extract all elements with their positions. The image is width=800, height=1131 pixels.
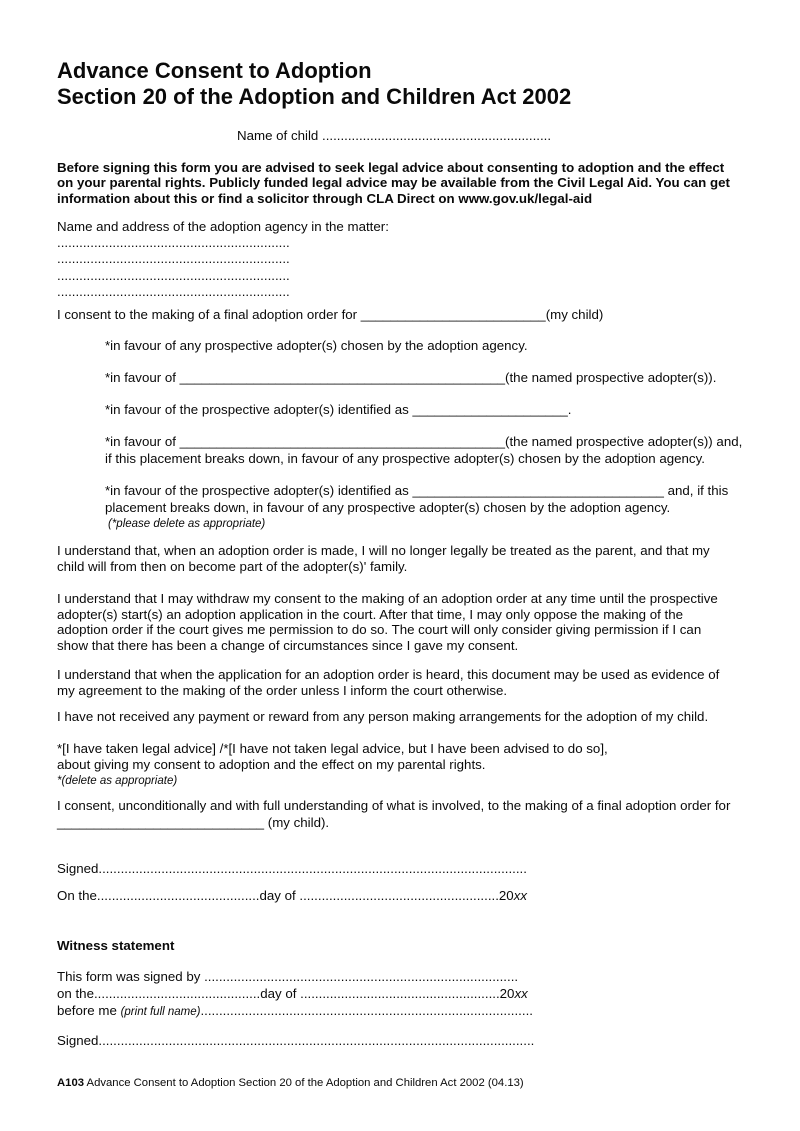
advisory-line-1: Before signing this form you are advised to seek legal advice about consenting to adoption and the effect [57,159,725,175]
delete-as-appropriate-note: (*please delete as appropriate) [108,518,266,530]
legal-advice-delete-note: *(delete as appropriate) [57,774,178,787]
understanding-paragraph-3 [57,667,747,698]
page-title [57,58,747,110]
signed-row [57,861,747,877]
option-4-line-2: if this placement breaks down, in favour of any prospective adopter(s) chosen by the adoption agency. [105,451,705,466]
advisory-paragraph [57,160,747,207]
agency-dotted-line: ............................................................... [57,234,290,250]
footer-text: Advance Consent to Adoption Section 20 of the Adoption and Children Act 2002 (04.13) [84,1077,524,1089]
option-4-blank-line: ____________________________________________ [179,434,506,449]
title-line-1: Advance Consent to Adoption [57,58,372,83]
legal-advice-line-2: about giving my consent to adoption and the effect on my parental rights. [57,756,486,772]
adoption-option-1 [105,337,747,354]
witness-on-the-label: on the [57,986,94,1001]
option-3-suffix: . [567,402,572,417]
year-placeholder: xx [513,888,527,903]
witness-year-placeholder: xx [514,986,528,1001]
child-name-dotted-line: .............................................................. [322,128,552,143]
final-consent-statement [57,797,747,831]
option-4-suffix: (the named prospective adopter(s)) and, [505,434,743,449]
witness-signature-dotted-line: ...................................................................................................................... [98,1033,535,1048]
witness-year-prefix: 20 [499,986,515,1001]
consent-statement-text: I consent to the making of a final adoption order for [57,306,361,322]
witness-day-of-label: day of [260,986,301,1001]
paragraph-line: I understand that I may withdraw my consent to the making of an adoption order at any time until the prospective [57,591,718,606]
title-line-2: Section 20 of the Adoption and Children Act 2002 [57,84,572,109]
witness-statement-heading: Witness statement [57,937,175,953]
agency-dotted-line: ............................................................... [57,251,290,266]
day-dotted-line: ............................................ [96,888,260,903]
on-the-label: On the [57,888,97,903]
month-dotted-line: ...................................................... [299,888,499,903]
agency-dotted-line: ............................................................... [57,284,290,299]
advisory-line-3: information about this or find a solicitor through CLA Direct on www.gov.uk/legal-aid [57,190,593,206]
legal-advice-statement [57,741,747,789]
option-5-suffix: and, if this [663,483,729,498]
witness-signed-by-label: This form was signed by [57,969,205,984]
witness-signed-by-row [57,968,747,985]
paragraph-line: my agreement to the making of the order unless I inform the court otherwise. [57,682,508,698]
form-footer [57,1076,747,1090]
print-full-name-note: (print full name) [120,1006,201,1018]
form-code: A103 [57,1077,85,1089]
consent-blank-line: _________________________ [360,306,546,322]
agency-address-lines [57,235,747,301]
before-me-dotted-line: .......................................................................................... [200,1003,533,1018]
paragraph-line: child will from then on become part of the adopter(s)' family. [57,558,408,574]
understanding-paragraph-2 [57,591,747,653]
final-consent-suffix: (my child). [264,814,330,830]
witness-signed-label: Signed [57,1033,99,1048]
final-consent-line-1: I consent, unconditionally and with full understanding of what is involved, to the making of a final adoption order for [57,797,731,813]
option-5-blank-line: __________________________________ [412,483,664,498]
final-consent-blank-line: ____________________________ [57,814,265,830]
witness-day-dotted-line: ............................................. [93,986,261,1001]
adoption-option-3 [105,401,747,418]
adoption-option-5 [105,482,747,532]
agency-dotted-line: ............................................................... [57,267,290,283]
paragraph-line: I understand that, when an adoption order is made, I will no longer legally be treated as the parent, and that my [57,543,710,558]
option-3-blank-line: _____________________ [412,402,568,417]
witness-month-dotted-line: ...................................................... [300,986,500,1001]
option-1-text: *in favour of any prospective adopter(s) chosen by the adoption agency. [105,338,528,353]
paragraph-line: adoption order if the court gives me permission to do so. The court will only consider giving permission if I can [57,622,702,637]
adoption-option-2 [105,369,747,386]
witness-signed-row [57,1032,747,1049]
option-2-text: *in favour of [105,370,180,385]
date-row [57,888,747,904]
option-3-text: *in favour of the prospective adopter(s) identified as [105,402,413,417]
option-4-text: *in favour of [105,434,180,449]
no-payment-paragraph: I have not received any payment or reward from any person making arrangements for the adoption of my child. [57,709,709,724]
agency-label: Name and address of the adoption agency in the matter: [57,219,389,234]
before-me-label: before me [57,1003,121,1018]
adoption-option-4 [105,433,747,467]
paragraph-line: adopter(s) start(s) an adoption application in the court. After that time, I may only oppose the making of the [57,606,684,622]
option-2-blank-line: ____________________________________________ [179,370,506,385]
signed-label: Signed [57,860,99,876]
witness-date-row [57,985,747,1002]
consent-statement-suffix: (my child) [545,306,604,322]
legal-advice-line-1: *[I have taken legal advice] /*[I have not taken legal advice, but I have been advised to do so], [57,740,608,756]
understanding-paragraph-1 [57,543,747,574]
signature-dotted-line: .................................................................................................................... [98,860,527,876]
option-2-suffix: (the named prospective adopter(s)). [505,370,717,385]
witness-signed-by-dotted-line: ..................................................................................... [204,969,519,984]
option-5-text: *in favour of the prospective adopter(s) identified as [105,483,413,498]
witness-before-me-row [57,1002,747,1020]
child-name-label: Name of child [237,128,322,143]
paragraph-line: show that there has been a change of circumstances since I gave my consent. [57,637,519,653]
consent-statement [57,307,747,323]
advisory-line-2: on your parental rights. Publicly funded legal advice may be available from the Civil Legal Aid. You can get [57,175,730,190]
day-of-label: day of [259,888,300,903]
year-prefix: 20 [498,888,514,903]
child-name-row [237,128,747,144]
option-5-line-2: placement breaks down, in favour of any prospective adopter(s) chosen by the adoption agency. [105,500,671,515]
paragraph-line: I understand that when the application for an adoption order is heard, this document may be used as evidence of [57,667,720,682]
